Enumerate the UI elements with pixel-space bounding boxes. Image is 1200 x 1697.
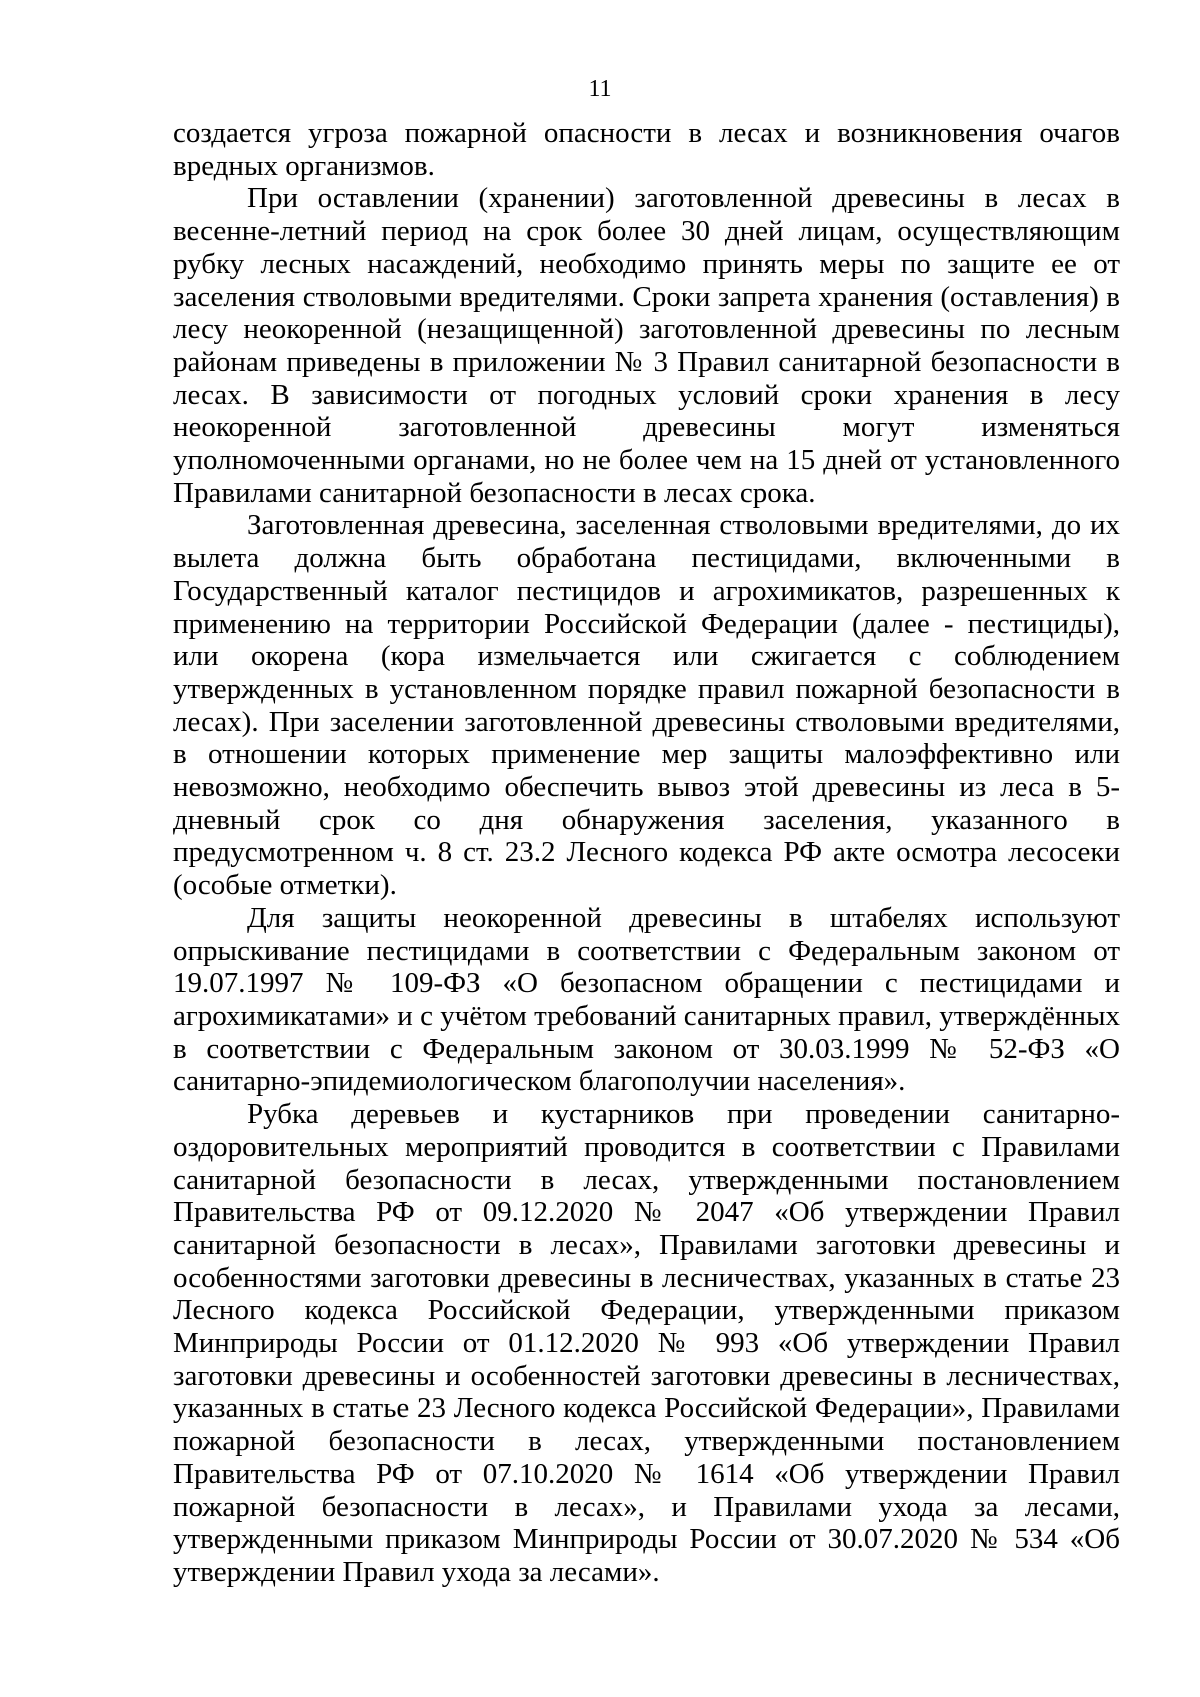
paragraph-storage-of-timber: При оставлении (хранении) заготовленной древесины в лесах в весенне-летний период на срок более 30 дней лицам, осуществляющим рубку лесных насаждений, необходимо принять меры по защите ее от заселения стволовыми вредителями. Сроки запрета хранения (оставления) в лесу неокоренной (незащищенной) заготовленной древесины по лесным районам приведены в приложении № 3 Правил санитарной безопасности в лесах. В зависимости от погодных условий сроки хранения в лесу неокоренной заготовленной древесины могут изменяться уполномоченными органами, но не более чем на 15 дней от установленного Правилами санитарной безопасности в лесах срока. <box>173 182 1120 509</box>
document-body <box>173 117 1120 1589</box>
paragraph-infested-timber: Заготовленная древесина, заселенная стволовыми вредителями, до их вылета должна быть обработана пестицидами, включенными в Государственный каталог пестицидов и агрохимикатов, разрешенных к применению на территории Российской Федерации (далее - пестициды), или окорена (кора измельчается или сжигается с соблюдением утвержденных в установленном порядке правил пожарной безопасности в лесах). При заселении заготовленной древесины стволовыми вредителями, в отношении которых применение мер защиты малоэффективно или невозможно, необходимо обеспечить вывоз этой древесины из леса в 5-дневный срок со дня обнаружения заселения, указанного в предусмотренном ч. 8 ст. 23.2 Лесного кодекса РФ акте осмотра лесосеки (особые отметки). <box>173 509 1120 902</box>
page-number: 11 <box>588 76 612 102</box>
paragraph-continuation: создается угроза пожарной опасности в лесах и возникновения очагов вредных организмов. <box>173 117 1120 182</box>
paragraph-pesticide-spraying: Для защиты неокоренной древесины в штабелях используют опрыскивание пестицидами в соответствии с Федеральным законом от 19.07.1997 № 109-ФЗ «О безопасном обращении с пестицидами и агрохимикатами» и с учётом требований санитарных правил, утверждённых в соответствии с Федеральным законом от 30.03.1999 № 52-ФЗ «О санитарно-эпидемиологическом благополучии населения». <box>173 901 1120 1098</box>
paragraph-sanitary-felling: Рубка деревьев и кустарников при проведении санитарно-оздоровительных мероприятий проводится в соответствии с Правилами санитарной безопасности в лесах, утвержденными постановлением Правительства РФ от 09.12.2020 № 2047 «Об утверждении Правил санитарной безопасности в лесах», Правилами заготовки древесины и особенностями заготовки древесины в лесничествах, указанных в статье 23 Лесного кодекса Российской Федерации, утвержденными приказом Минприроды России от 01.12.2020 № 993 «Об утверждении Правил заготовки древесины и особенностей заготовки древесины в лесничествах, указанных в статье 23 Лесного кодекса Российской Федерации», Правилами пожарной безопасности в лесах, утвержденными постановлением Правительства РФ от 07.10.2020 № 1614 «Об утверждении Правил пожарной безопасности в лесах», и Правилами ухода за лесами, утвержденными приказом Минприроды России от 30.07.2020 № 534 «Об утверждении Правил ухода за лесами». <box>173 1098 1120 1588</box>
